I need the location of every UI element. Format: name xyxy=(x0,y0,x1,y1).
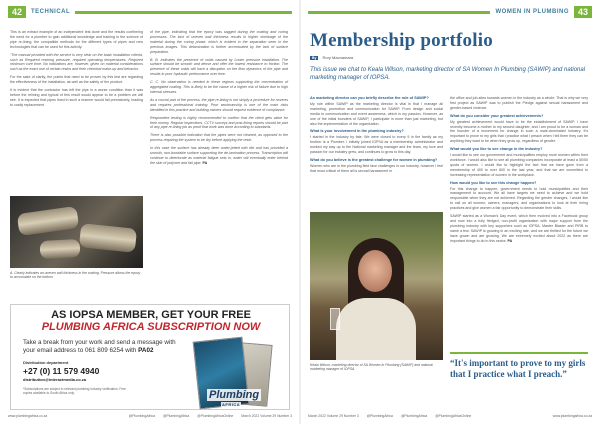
footer-site-link[interactable]: www.plumbingafrica.co.za xyxy=(8,414,48,418)
footer-twitter-handle[interactable]: @PlumbingAfrica xyxy=(163,414,190,418)
interview-answer: My greatest achievement would have to be the establishment of SAWIP. I have recently become a mother to my second daughter, and I am proud to be a woman and the founder of a movement for change in such a male-dominated industry. It's important to prove to my girls that I practice what I preach when I tell them they can be anything they want to be when they grow up, regardless of gender. xyxy=(450,119,588,144)
ad-code: PA02 xyxy=(138,347,154,354)
answer-text: SAWIP started as a Woman's Day event, which then evolved into a Facebook group and now into a fully fledged, non-profit organisation with major support from the plumbing industry with key supporters such as IOPSA, Master Blaster and PIRB to name a few. SAWIP is growing in an exciting rate, and we are thrilled for the future we have grown and are growing. We are extremely excited about 2022 as there are important things to do in this sector. xyxy=(450,214,588,243)
ad-headline-2: PLUMBING AFRICA SUBSCRIPTION NOW xyxy=(41,321,261,333)
right-column-2 xyxy=(450,96,588,246)
interview-answer: For this change to happen, government needs to hold municipalities and their management to account. We all have targets we need to achieve and we hold responsible when they are not achieved. Regarding the gender changes, I would like to call on all women, owners, managers, and organisations to look at their hiring practices and give women a fair opportunity to demonstrate their skills. xyxy=(450,186,588,211)
end-mark: PA xyxy=(507,238,513,243)
right-footer xyxy=(308,412,592,420)
interview-question: What do you consider your greatest achievements? xyxy=(450,113,544,118)
article-title: Membership portfolio xyxy=(310,30,493,51)
subscription-ad[interactable] xyxy=(10,304,290,410)
footer-facebook-handle[interactable]: @PlumbingAfrica xyxy=(128,414,155,418)
ad-phone[interactable]: +27 (0) 11 579 4940 xyxy=(23,366,100,376)
left-header-rule xyxy=(75,11,292,14)
byline xyxy=(310,55,353,60)
pull-quote: “It's important to prove to my girls that I practice what I preach.” xyxy=(450,358,586,379)
paragraph: Respondent testing is highly recommended to confirm that the client gets value for their money. Regular inspections, CCTV surveys and post-lining reports should be part of any pipe re-lining job as proof that work was done according to standards. xyxy=(150,115,288,130)
paragraph: B. B. Indicates the presence of voids caused by Lower pressure installation. The surface should be smooth and dense and offer the lowest resistance to friction. The presence of these voids will have a disruption on the flow dynamics of the pipe and results in poor hydraulic performance over time. xyxy=(150,57,288,77)
right-column-1 xyxy=(310,96,443,177)
left-section-label: TECHNICAL xyxy=(31,9,71,15)
right-page-number: 43 xyxy=(574,6,592,18)
interview-question: What is your involvement in the plumbing industry? xyxy=(310,129,404,134)
interview-answer: Women who are in the plumbing field face challenges in our industry, however I feel that most critical of them all is sexual harassment in xyxy=(310,163,443,173)
left-page-number: 42 xyxy=(8,6,26,18)
footer-issue: March 2022 Volume 29 Number 3 xyxy=(308,414,359,418)
footer-linkedin-handle[interactable]: @PlumbingAfricaOnline xyxy=(197,414,234,418)
paragraph: It is evident that the contractor has left the pipe in a worse condition than it was before the relining and typical of this result would appear to be a problem we will see. It is expected that pipes lined in such a manner would fail prematurely, leading to costly replacement. xyxy=(10,88,143,107)
ad-fine-print: *Subscriptions are subject to relevant plumbing industry verification. Free copies available to South Africa only. xyxy=(23,387,126,395)
interview-answer: My role within SAWIP as the marketing director is vital in that I manage all marketing, promotion and communication for SAWIP. From design and social media to communication and event awareness, which is my passion. However, as one of the initial founders of SAWIP, I participate in more than just marketing, but also the implementation of the organisation. xyxy=(310,101,443,126)
paragraph xyxy=(150,146,288,166)
right-section-label: WOMEN IN PLUMBING xyxy=(495,9,569,15)
photo-body xyxy=(336,298,416,360)
interview-question: What would you like to see change in the industry? xyxy=(450,147,543,152)
photo-glass xyxy=(330,308,340,330)
left-header xyxy=(8,6,292,18)
paragraph: As a crucial part of the process, the pipe re-lining is not simply a procedure for novices and requires professional training. Poor workmanship is one of the main risks identified in this practice and building owners should request evidence of compliance. xyxy=(150,97,288,112)
photo-face xyxy=(358,250,392,292)
interview-question: As marketing director can you briefly describe the role of SAWIP? xyxy=(310,96,429,100)
interview-question: How would you like to see this change happen? xyxy=(450,180,537,185)
left-column-2 xyxy=(150,30,288,290)
footer-linkedin-handle[interactable]: @PlumbingAfricaOnline xyxy=(435,414,472,418)
right-header-rule xyxy=(308,11,490,14)
right-page xyxy=(300,0,600,424)
right-header xyxy=(308,6,592,18)
left-footer xyxy=(8,412,292,420)
keala-wilson-photo xyxy=(310,212,443,360)
interview-answer: I would like to see our government and municipalities employ more women within their workforce. I would also like to see all plumbing companies incorporate at least a 50/50 quota of women. I would like to highlight the fact that we have gone from a membership of 400 to over 800 in the last year, and that we are committed to increasing representation of women in the workplace. xyxy=(450,153,588,177)
pipe-cross-section-photo xyxy=(10,196,143,268)
pipe-segment xyxy=(17,206,79,236)
paragraph: There is also possible indication that the pipes were not cleaned, as opposed to the process requiring the system to be dry before applying the resin. xyxy=(150,133,288,143)
interview-question: What do you believe is the greatest challenge for women in plumbing? xyxy=(310,157,438,162)
footer-facebook-handle[interactable]: @PlumbingAfrica xyxy=(366,414,393,418)
ad-distribution-label: Distribution department xyxy=(23,360,69,365)
plumbing-africa-logo: Plumbing xyxy=(209,389,260,401)
end-mark: PA xyxy=(202,160,208,165)
author-name: Rory Macnamara xyxy=(322,55,354,60)
paragraph: This is an extract example of an independent test done and the results confirming the need for a plumber to gain additional knowledge and training in the science of pipe re-lining, the compatible methods for the different types of pipes and new technologies that can be used for this activity. xyxy=(10,30,143,49)
paragraph: C. C. No observation is needed in these regions supporting the concentration of aggregated coating. This is likely to be the cause of a higher risk of failure due to high internal stresses. xyxy=(150,80,288,94)
paragraph: For the sake of clarity, the points that need to be proven by this test are regarding the effectiveness of the installation, as well as the safety of the product. xyxy=(10,75,143,85)
interview-answer: the office and job-sites towards women in the industry as a whole. That is why we very first project as SAWIP was to publish the Pledge against sexual harassment and gender-based violence. xyxy=(450,96,588,110)
ad-headline-1: AS IOPSA MEMBER, GET YOUR FREE xyxy=(51,309,251,321)
ad-email-address[interactable]: distribution@interactmedia.co.za xyxy=(23,377,87,382)
ad-body xyxy=(23,339,183,355)
ad-body-text: Take a break from your work and send a message with your email address to 061 809 6254 with xyxy=(23,339,176,354)
byline-tag: By xyxy=(312,55,317,60)
pull-quote-rule xyxy=(450,352,588,354)
portrait-caption: Keala Wilson, marketing director of SA Women In Plumbing (SAWIP) and national marketing manager of IOPSA. xyxy=(310,363,433,372)
pipe-photo-caption: A. Clearly indicates an uneven wall thickness in the coating. Pressure allows the epoxy to accumulate on the bottom xyxy=(10,271,141,280)
ad-email[interactable] xyxy=(23,377,86,382)
interview-answer: I started in the industry by fate. We were closed to every 9 in the family as my brother is a Plumber. I initially joined IOPSA as a membership administrator and worked my way up to the National marketing manager and the team, my love and passion for our industry grew, and continues to grow to this day. xyxy=(310,135,443,155)
paragraph-text: In this case the surface has already been water-jetted with dirt and has provided a smooth, non-bondable surface supporting the de-lamination process. Transcription will continue to deteriorate as material fatigue sets in, water will eventually enter behind the skin of polymer and fail pipe. xyxy=(150,146,288,165)
footer-issue: March 2022 Volume 29 Number 3 xyxy=(241,414,292,418)
paragraph: “The manual provided with the service is very clear on the basic installation criteria, such as Required resining pressure, required operating temperatures, Required minimum cure time. No indications are, however, given on material considerations such as the exact use of certain resins and their chemical make-up and behavior. xyxy=(10,52,143,72)
paragraph: of the pipe, indicating that the epoxy was sagged during the coating and curing processes. The lack of uneven wall thickness results in higher shrinkage of the material during the curing phase, which is evident in the separation seen in the previous images. This delamination is further accentuated by the lack of surface preparation. xyxy=(150,30,288,54)
pipe-segment xyxy=(40,239,81,259)
footer-twitter-handle[interactable]: @PlumbingAfrica xyxy=(400,414,428,418)
footer-site-link[interactable]: www.plumbingafrica.co.za xyxy=(552,414,592,418)
pipe-segment xyxy=(79,223,137,253)
article-intro: This issue we chat to Keala Wilson, marketing director of SA Women In Plumbing (SAWIP) and national marketing manager of IOPSA. xyxy=(310,67,586,81)
plumbing-africa-logo-sub: AFRICA xyxy=(222,402,241,407)
interview-answer xyxy=(450,214,588,243)
